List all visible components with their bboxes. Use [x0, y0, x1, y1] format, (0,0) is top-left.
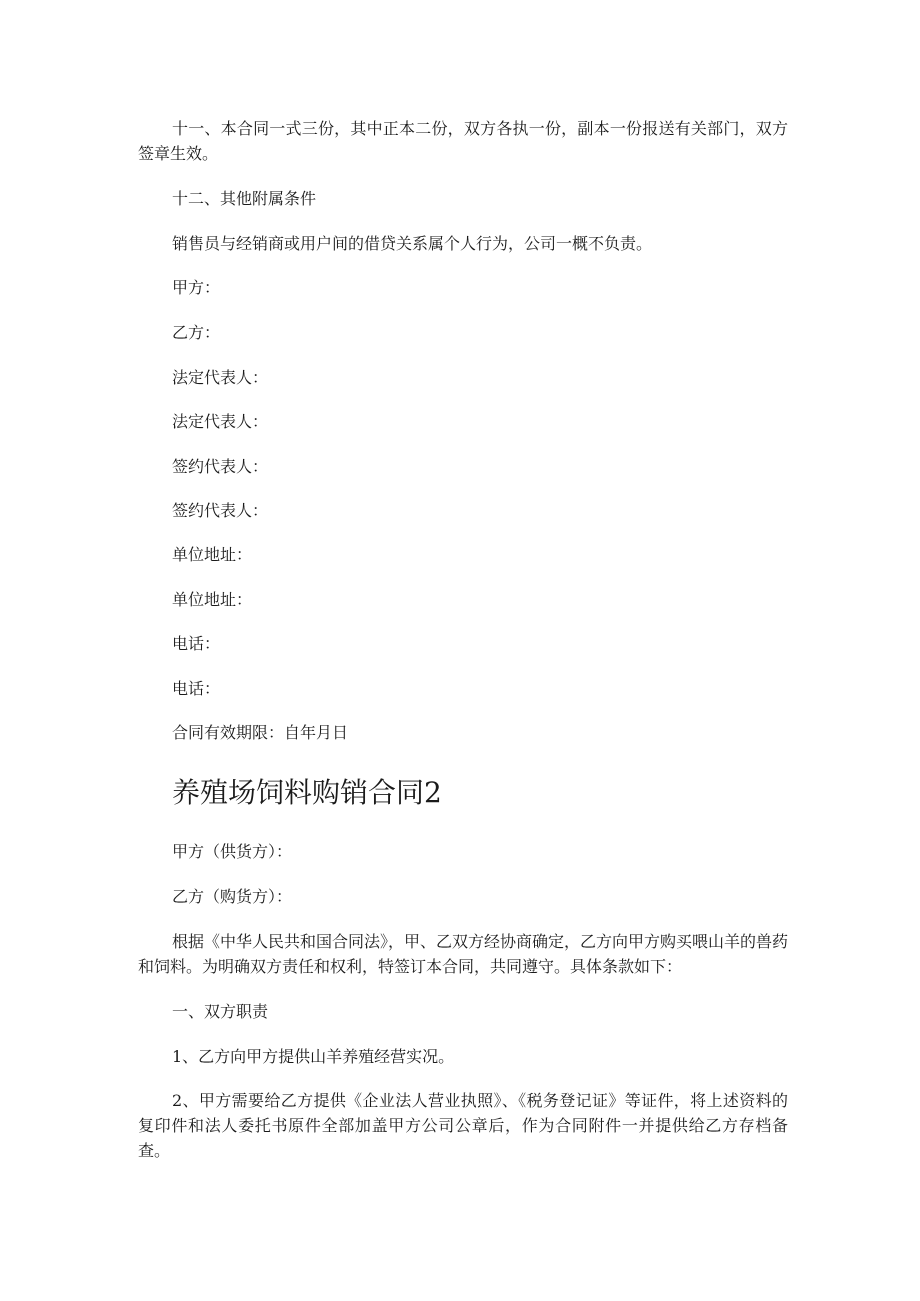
paragraph-clause-12: 十二、其他附属条件 — [172, 189, 317, 208]
field-purchaser: 乙方（购货方）： — [172, 887, 293, 906]
field-address-b: 单位地址： — [172, 590, 253, 609]
paragraph-duty-2: 2、甲方需要给乙方提供《企业法人营业执照》、《税务登记证》等证件，将上述资料的复印件和法人委托书原件全部加盖甲方公司公章后，作为合同附件一并提供给乙方存档备查。 — [138, 1091, 788, 1160]
field-party-a: 甲方： — [172, 278, 221, 297]
field-party-b: 乙方： — [172, 323, 221, 342]
paragraph-duty-1: 1、乙方向甲方提供山羊养殖经营实况。 — [172, 1047, 455, 1066]
paragraph-clause-11: 十一、本合同一式三份，其中正本二份，双方各执一份，副本一份报送有关部门，双方签章生效。 — [138, 119, 788, 163]
paragraph-loan-note: 销售员与经销商或用户间的借贷关系属个人行为，公司一概不负责。 — [172, 234, 653, 253]
field-phone-a: 电话： — [172, 634, 221, 653]
paragraph-intro: 根据《中华人民共和国合同法》，甲、乙双方经协商确定，乙方向甲方购买喂山羊的兽药和饲料。为明确双方责任和权利，特签订本合同，共同遵守。具体条款如下： — [138, 932, 789, 976]
field-supplier: 甲方（供货方）： — [172, 842, 293, 861]
field-signing-rep-a: 签约代表人： — [172, 457, 269, 476]
field-signing-rep-b: 签约代表人： — [172, 501, 269, 520]
field-validity-period: 合同有效期限：自年月日 — [172, 723, 349, 742]
field-legal-rep-b: 法定代表人： — [172, 412, 269, 431]
heading-duties: 一、双方职责 — [172, 1002, 269, 1021]
field-phone-b: 电话： — [172, 679, 221, 698]
section-title: 养殖场饲料购销合同2 — [172, 776, 442, 809]
field-legal-rep-a: 法定代表人： — [172, 368, 269, 387]
field-address-a: 单位地址： — [172, 545, 253, 564]
